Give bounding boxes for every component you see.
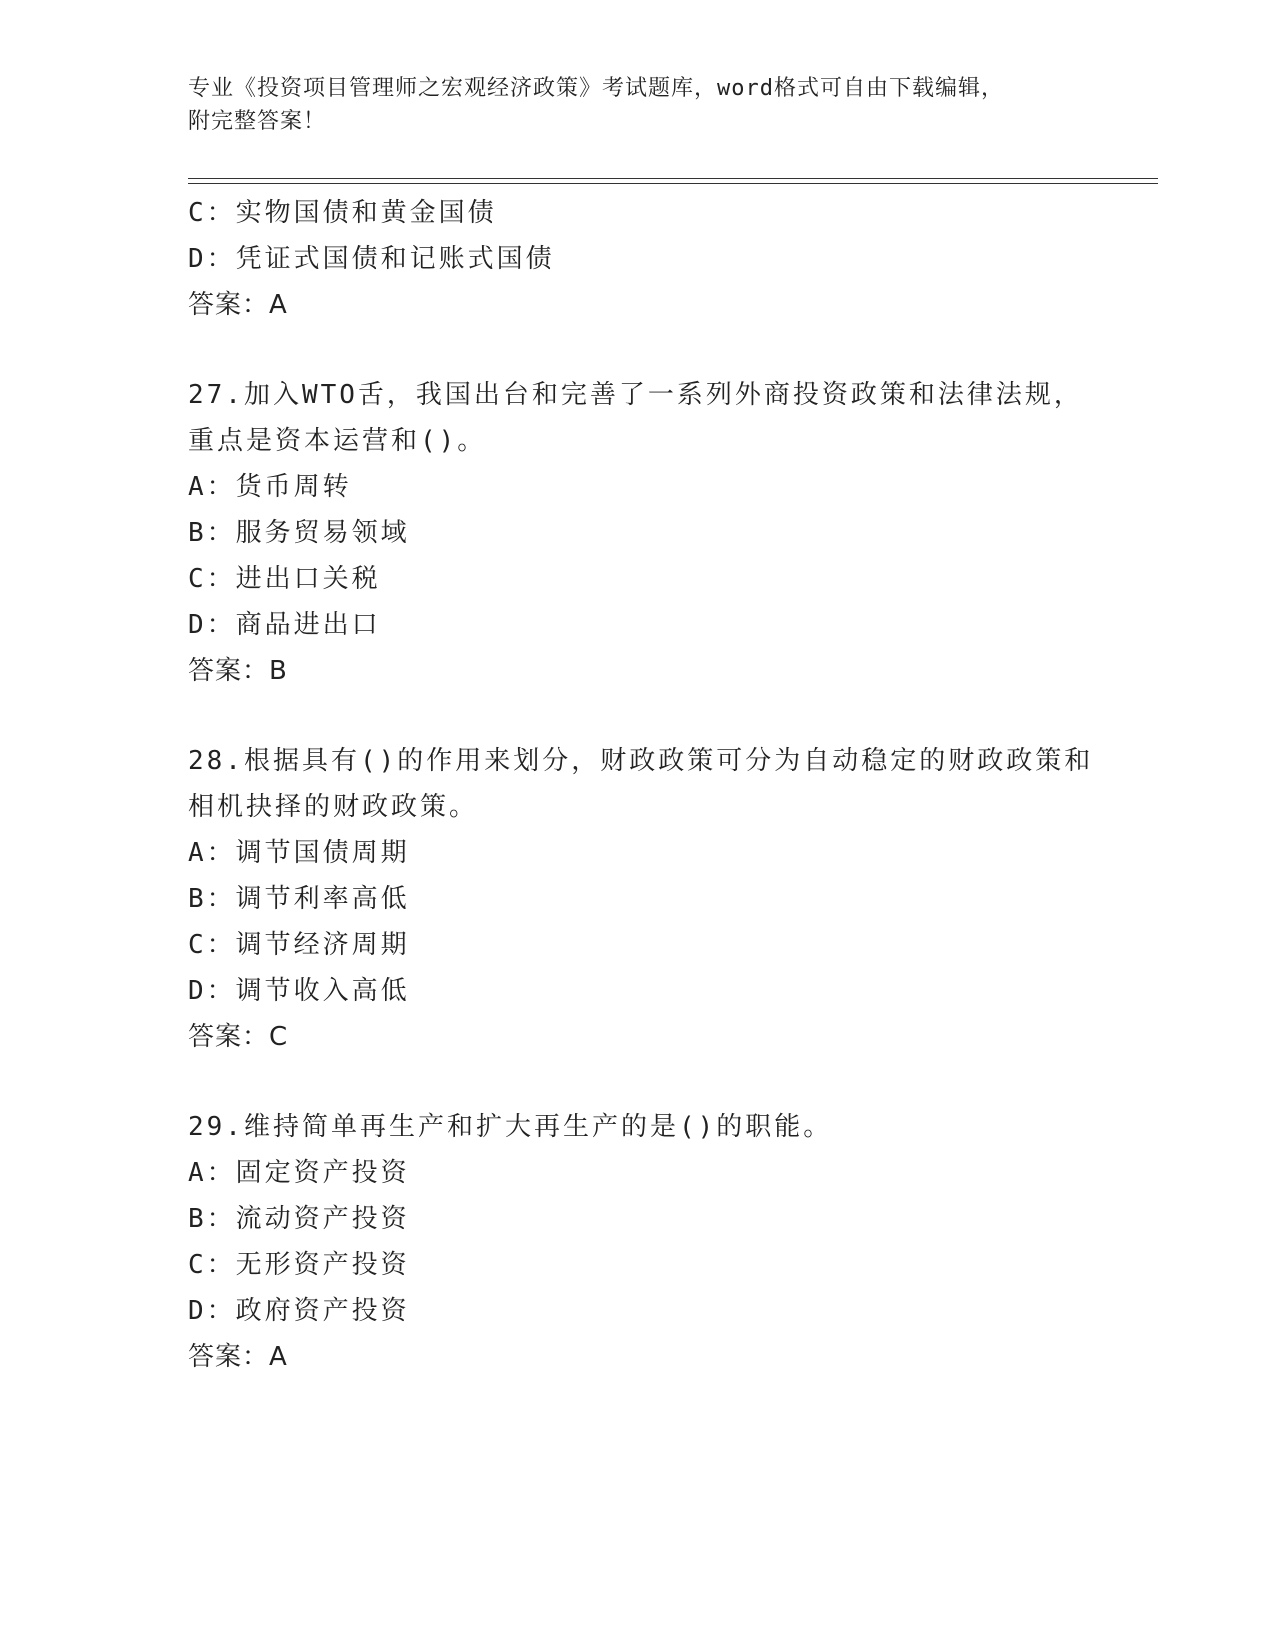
option-item: C：无形资产投资 [188,1250,410,1280]
answer-line: 答案：A [188,290,288,320]
question-block [188,1104,1148,1380]
question-list [188,190,1148,1380]
option-item: C：实物国债和黄金国债 [188,198,497,228]
header-divider [188,178,1158,179]
option-item: D：凭证式国债和记账式国债 [188,244,555,274]
header-line: 附完整答案！ [188,109,327,134]
document-header [188,72,1088,138]
answer-line: 答案：A [188,1342,288,1372]
answer-line: 答案：C [188,1022,289,1052]
option-item: C：进出口关税 [188,564,381,594]
question-stem: 29.维持简单再生产和扩大再生产的是()的职能。 [188,1112,833,1142]
question-stem: 重点是资本运营和()。 [188,426,487,456]
question-block [188,372,1148,694]
option-item: B：调节利率高低 [188,884,410,914]
question-block [188,190,1148,328]
option-item: C：调节经济周期 [188,930,410,960]
option-item: D：调节收入高低 [188,976,410,1006]
question-block [188,738,1148,1060]
question-stem: 相机抉择的财政政策。 [188,792,479,822]
option-item: A：固定资产投资 [188,1158,410,1188]
answer-line: 答案：B [188,656,288,686]
option-item: A：货币周转 [188,472,352,502]
header-divider [188,183,1158,184]
header-line: 专业《投资项目管理师之宏观经济政策》考试题库，word格式可自由下载编辑， [188,76,1004,101]
option-item: B：服务贸易领域 [188,518,410,548]
option-item: B：流动资产投资 [188,1204,410,1234]
option-item: A：调节国债周期 [188,838,410,868]
option-item: D：商品进出口 [188,610,381,640]
option-item: D：政府资产投资 [188,1296,410,1326]
question-stem: 28.根据具有()的作用来划分，财政政策可分为自动稳定的财政政策和 [188,746,1094,776]
question-stem: 27.加入WTO舌，我国出台和完善了一系列外商投资政策和法律法规， [188,380,1083,410]
